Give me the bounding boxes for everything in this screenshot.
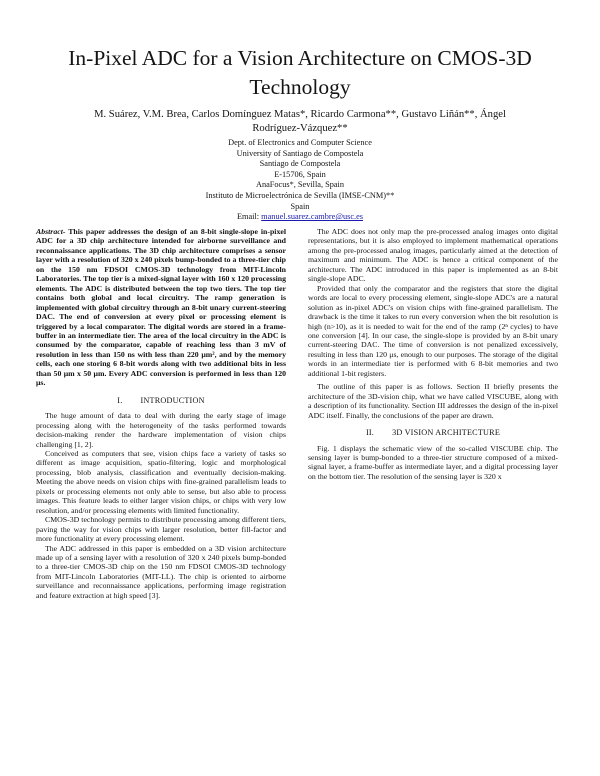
section-heading-architecture <box>308 428 558 437</box>
author-list: M. Suárez, V.M. Brea, Carlos Domínguez Matas*, Ricardo Carmona**, Gustavo Liñán**, Ángel Rodríguez-Vázquez** <box>94 109 506 134</box>
affiliation-line: Spain <box>290 201 310 211</box>
paragraph: CMOS-3D technology permits to distribute processing among different tiers, paving the way for vision chips with larger resolution, better fill-factor and more functionality at every processing element. <box>36 515 286 544</box>
section-title: INTRODUCTION <box>140 395 205 405</box>
email-line <box>150 212 450 223</box>
paragraph: Fig. 1 displays the schematic view of the so-called VISCUBE chip. The sensing layer is bump-bonded to a three-tier structure composed of a mixed-signal layer, a frame-buffer as intermediate layer, and a digital processing layer on the bottom tier. The resolution of the sensing layer is 320 x <box>308 443 558 481</box>
paragraph: Conceived as computers that see, vision chips face a variety of tasks so different as image acquisition, spatio-filtering, logic and morphological processing, blob analysis, classification and eventually decision-making. Meeting the above needs on vision chips with fine-grained parallelism leads to pixels or processing elements not only able to sense, but also able to process images. This feature leads to either larger vision chips, or chips with very low resolution, and/or processing elements with limited functionality. <box>36 448 286 515</box>
paragraph: The huge amount of data to deal with during the early stage of image processing along with the heterogeneity of the tasks performed towards decision-making render the hardware implementation of vision chips challenging [1, 2]. <box>36 411 286 449</box>
section-title: 3D VISION ARCHITECTURE <box>392 428 501 438</box>
email-label: Email: <box>236 212 260 222</box>
paragraph: The ADC does not only map the pre-processed analog images onto digital representations, but it is also employed to implement mathematical operations among the pre-processed analog images, particularly aimed at the detection of maximum and minimum. The ADC is hence a critical component of the architecture. The ADC introduced in this paper is implemented as an 8-bit single-slope ADC. <box>308 227 558 284</box>
section-number: I. <box>117 395 123 405</box>
left-column <box>36 227 286 600</box>
affiliation-line: AnaFocus*, Sevilla, Spain <box>255 180 345 190</box>
section-heading-introduction <box>36 396 286 405</box>
paragraph: Provided that only the comparator and the registers that store the digital words are local to every processing element, single-slope ADC's are a natural solution as in-pixel ADC's on vision chips with fine-grained parallelism. The drawback is the time it takes to run every conversion when the bit resolution is high (n>10), as it is needed to wait for the end of the ramp (2ⁿ cycles) to have one conversion [4]. In our case, the single-slope is provided by an 8-bit unary current-steering DAC. The time of conversion is not penalized excessively, resulting in less than 120 μs, enough to our purposes. The storage of the digital words in an intermediate tier is performed with 6 8-bit memories and two additional 1-bit registers. <box>308 283 558 378</box>
email-link[interactable]: manuel.suarez.cambre@usc.es <box>261 212 364 222</box>
affiliation-line: Dept. of Electronics and Computer Science <box>228 138 372 147</box>
affiliation-line: University of Santiago de Compostela <box>236 148 364 158</box>
affiliation-block <box>150 138 450 223</box>
right-column <box>308 227 558 481</box>
paper-title: In-Pixel ADC for a Vision Architecture on CMOS-3D Technology <box>68 46 532 99</box>
section-number: II. <box>365 428 375 438</box>
abstract-label: Abstract- <box>36 227 66 236</box>
affiliation-line: E-15706, Spain <box>274 169 326 179</box>
affiliation-line: Santiago de Compostela <box>259 159 341 169</box>
abstract <box>36 227 286 388</box>
paragraph: The ADC addressed in this paper is embedded on a 3D vision architecture made up of a sensing layer with a resolution of 320 x 240 pixels bump-bonded to a three-tier CMOS-3D chip on the 150 nm FDSOI CMOS-3D technology from MIT-Lincoln Laboratories (MIT-LL). The chip is oriented to airborne surveillance and reconnaissance applications, performing image registration and feature extraction at high speed [3]. <box>36 543 286 600</box>
paragraph: The outline of this paper is as follows. Section II briefly presents the architecture of the 3D-vision chip, what we have called VISCUBE, along with a description of its functionality. Section III addresses the design of the in-pixel ADC itself. Finally, the conclusions of the paper are drawn. <box>308 382 558 420</box>
abstract-text: This paper addresses the design of an 8-bit single-slope in-pixel ADC for a 3D chip architecture intended for airborne surveillance and reconnaissance applications. The 3D chip architecture comprises a sensor layer with a resolution of 320 x 240 pixels bump-bonded to a three-tier chip on the 150 nm FDSOI CMOS-3D technology from MIT-Lincoln Laboratories. The top tier is a mixed-signal layer with 160 x 120 processing elements. The ADC is distributed between the top two tiers. The top tier contains both global and local circuitry. The ramp generation is implemented with global circuitry through an 8-bit unary current-steering DAC. The end of conversion at every pixel or processing element is triggered by a local comparator. The digital words are stored in a frame-buffer in an intermediate tier. The area of the local circuitry in the ADC is consumed by the comparator, capable of reaching less than 3 mV of resolution in less than 150 ns with less than 220 μm², and by the memory cells, each one storing 6 8-bit words along with two additional bits in less than 50 μm x 50 μm. Every ADC conversion is performed in less than 120 μs. <box>36 227 286 388</box>
affiliation-line: Instituto de Microelectrónica de Sevilla (IMSE-CNM)** <box>205 190 395 200</box>
